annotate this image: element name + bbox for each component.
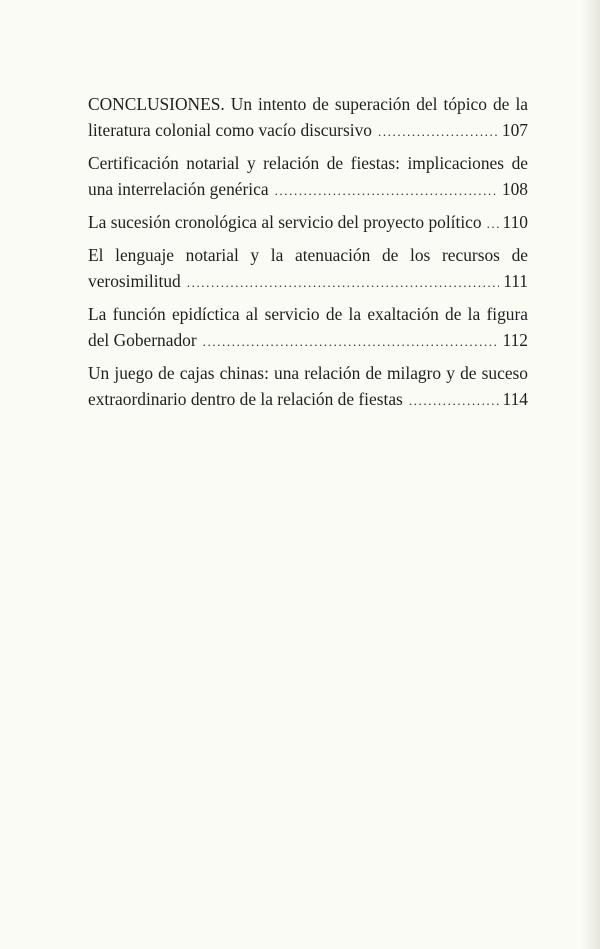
toc-entry-title-continuation: una interrelación genérica — [88, 179, 269, 199]
toc-entry-title-line: La función epidíctica al servicio de la exaltación de la figura — [88, 304, 528, 324]
table-of-contents — [88, 91, 528, 419]
toc-entry-certificacion[interactable] — [88, 150, 528, 204]
dot-leader — [275, 178, 498, 204]
toc-entry-title-continuation: literatura colonial como vacío discursivo — [88, 120, 372, 140]
toc-entry-title-line: Un juego de cajas chinas: una relación de milagro y de suceso — [88, 363, 528, 383]
page-edge-shadow — [582, 0, 600, 949]
dot-leader — [187, 270, 499, 296]
toc-page-number: 111 — [503, 271, 528, 291]
toc-entry-title-continuation: del Gobernador — [88, 330, 197, 350]
toc-page-number: 110 — [502, 212, 528, 232]
toc-entry-title-line: CONCLUSIONES. Un intento de superación del tópico de la — [88, 94, 528, 114]
dot-leader — [203, 329, 499, 355]
dot-leader — [487, 211, 499, 237]
toc-page-number: 114 — [502, 389, 528, 409]
toc-entry-funcion[interactable] — [88, 301, 528, 355]
toc-entry-title-continuation: verosimilitud — [88, 271, 181, 291]
toc-page-number: 107 — [501, 120, 528, 140]
toc-entry-sucesion[interactable] — [88, 209, 528, 237]
toc-entry-title-line: Certificación notarial y relación de fiestas: implicaciones de — [88, 153, 528, 173]
toc-entry-cajas-chinas[interactable] — [88, 360, 528, 414]
toc-page-number: 108 — [501, 179, 528, 199]
dot-leader — [409, 388, 499, 414]
dot-leader — [378, 119, 498, 145]
toc-page-number: 112 — [502, 330, 528, 350]
toc-entry-conclusiones[interactable] — [88, 91, 528, 145]
toc-entry-title: La sucesión cronológica al servicio del proyecto político — [88, 212, 482, 232]
toc-entry-title-line: El lenguaje notarial y la atenuación de los recursos de — [88, 245, 528, 265]
toc-entry-title-continuation: extraordinario dentro de la relación de fiestas — [88, 389, 403, 409]
toc-entry-lenguaje[interactable] — [88, 242, 528, 296]
